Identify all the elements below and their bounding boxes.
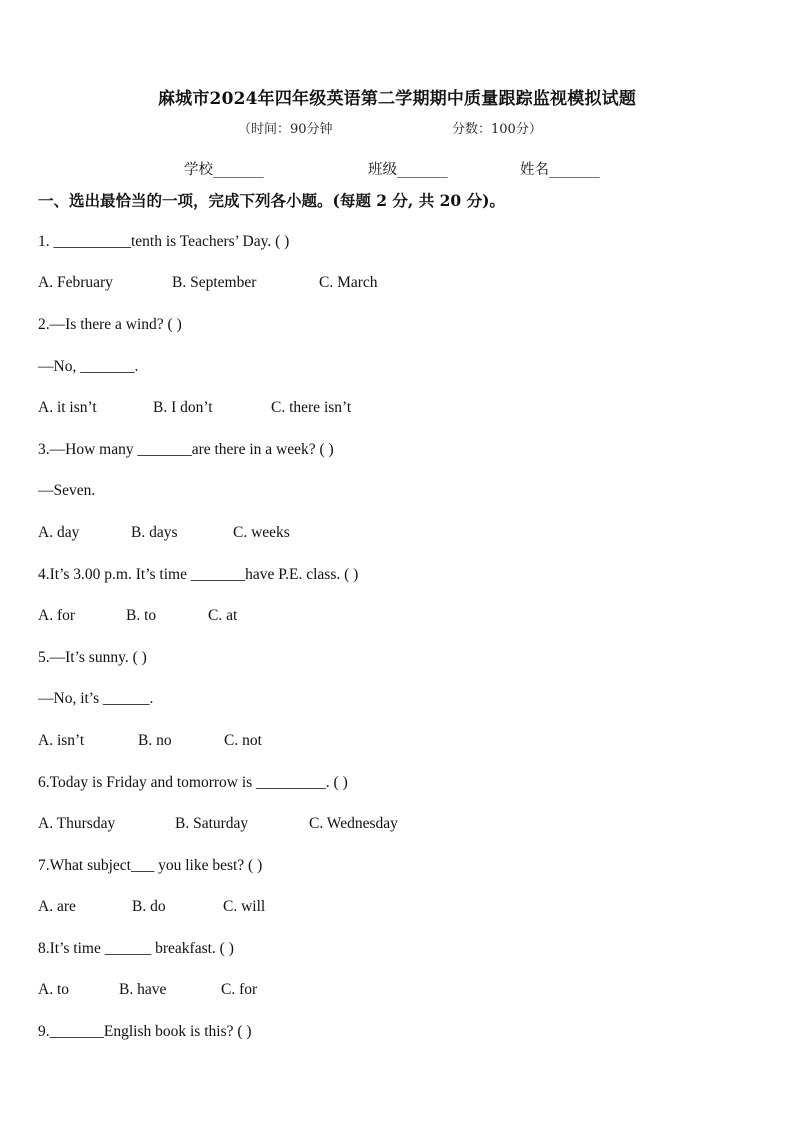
section-heading: 一、选出最恰当的一项，完成下列各小题。(每题 2 分, 共 20 分)。 [38,191,505,210]
question-3-stem: 3.—How many _______are there in a week? ( ) [38,441,334,458]
option-b: B. have [119,981,167,998]
option-c: C. weeks [233,524,290,541]
question-8-options [38,981,257,999]
question-1-options [38,274,378,292]
total-score: 分数：100分） [452,122,542,137]
question-3-options [38,524,290,542]
question-2-answer-line: —No, _______. [38,358,139,375]
option-c: C. at [208,607,238,624]
option-b: B. no [138,732,172,749]
option-a: A. to [38,981,69,998]
option-b: B. to [126,607,157,624]
option-c: C. will [223,898,266,915]
question-5-answer-line: —No, it’s ______. [38,690,154,707]
question-8-stem: 8.It’s time ______ breakfast. ( ) [38,940,234,957]
question-1-stem: 1. __________tenth is Teachers’ Day. ( ) [38,233,290,250]
question-7-stem: 7.What subject___ you like best? ( ) [38,857,263,874]
school-field: 学校_______ [184,162,264,178]
option-b: B. Saturday [175,815,249,832]
question-5-options [38,732,262,750]
class-field: 班级_______ [368,162,448,178]
question-6-stem: 6.Today is Friday and tomorrow is _________. ( ) [38,774,348,791]
option-b: B. do [132,898,166,915]
option-b: B. September [172,274,257,291]
question-2-stem: 2.—Is there a wind? ( ) [38,316,182,333]
option-c: C. not [224,732,262,749]
question-7-options [38,898,265,916]
question-6-options [38,815,398,833]
option-a: A. for [38,607,76,624]
exam-title: 麻城市2024年四年级英语第二学期期中质量跟踪监视模拟试题 [157,89,637,109]
question-5-stem: 5.—It’s sunny. ( ) [38,649,147,666]
option-c: C. Wednesday [309,815,398,832]
option-a: A. February [38,274,113,291]
question-4-stem: 4.It’s 3.00 p.m. It’s time _______have P.E. class. ( ) [38,566,359,583]
time-limit: （时间：90分钟 [238,122,333,137]
name-field: 姓名_______ [520,162,600,178]
option-a: A. day [38,524,80,541]
option-a: A. isn’t [38,732,85,749]
option-a: A. it isn’t [38,399,97,416]
option-a: A. Thursday [38,815,116,832]
option-c: C. March [319,274,378,291]
question-4-options [38,607,237,625]
option-c: C. there isn’t [271,399,352,416]
option-b: B. days [131,524,178,541]
option-c: C. for [221,981,258,998]
option-a: A. are [38,898,76,915]
option-b: B. I don’t [153,399,213,416]
question-2-options [38,399,351,417]
question-9-stem: 9._______English book is this? ( ) [38,1023,252,1040]
question-3-answer-line: —Seven. [38,482,96,499]
